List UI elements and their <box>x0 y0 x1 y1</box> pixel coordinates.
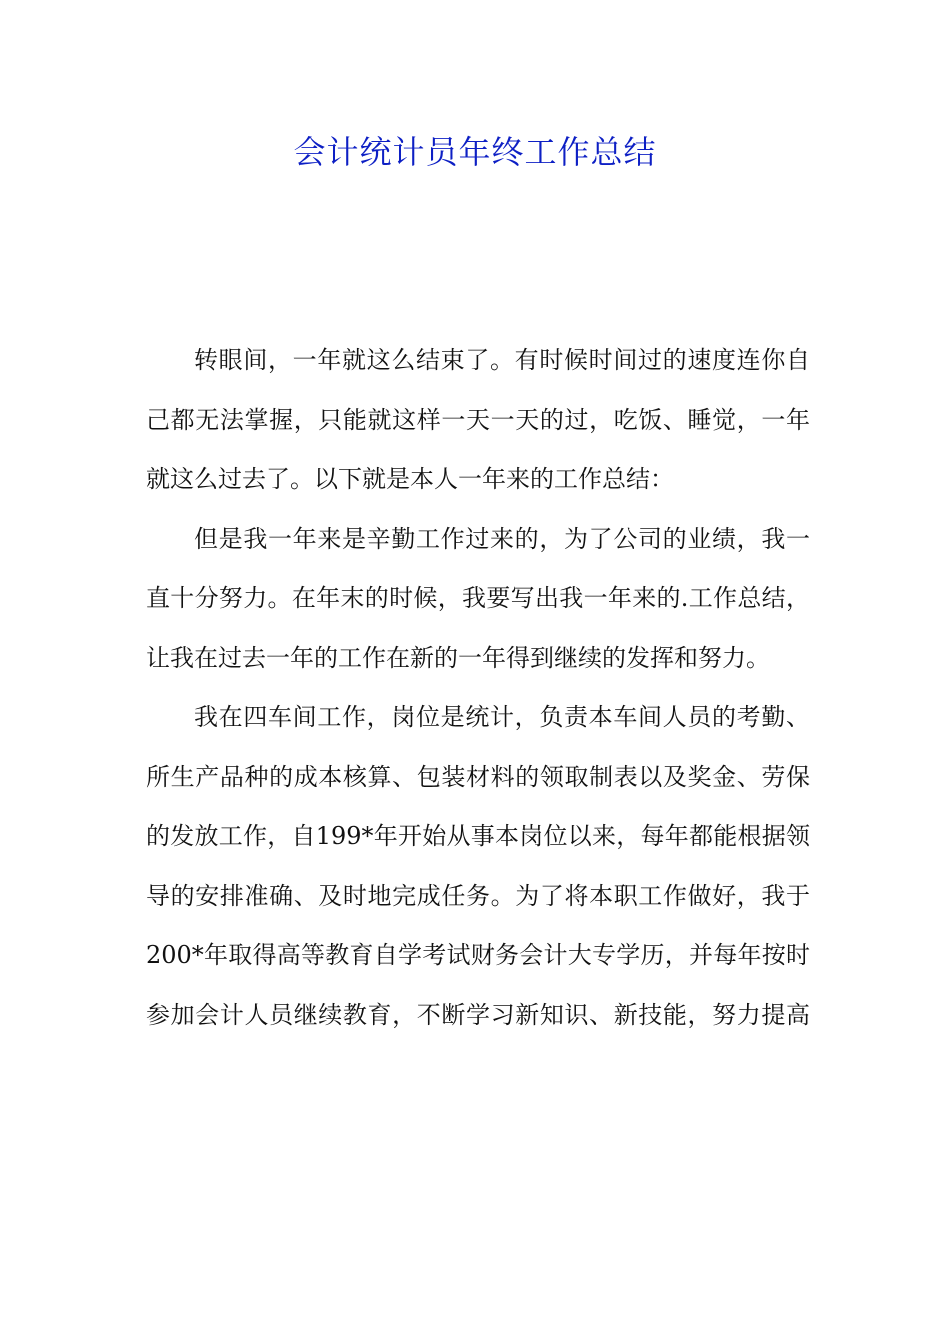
paragraph-line: 所生产品种的成本核算、包装材料的领取制表以及奖金、劳保 <box>146 762 810 791</box>
paragraph-line: 就这么过去了。以下就是本人一年来的工作总结： <box>146 465 674 493</box>
paragraph-line: 参加会计人员继续教育，不断学习新知识、新技能，努力提高 <box>146 1000 810 1029</box>
paragraph-line: 200*年取得高等教育自学考试财务会计大专学历，并每年按时 <box>146 941 810 969</box>
paragraph-line: 直十分努力。在年末的时候，我要写出我一年来的.工作总结， <box>146 584 810 612</box>
paragraph-line: 己都无法掌握，只能就这样一天一天的过，吃饭、睡觉，一年 <box>146 405 810 434</box>
document-title: 会计统计员年终工作总结 <box>293 133 657 171</box>
paragraph-line: 转眼间，一年就这么结束了。有时候时间过的速度连你自 <box>194 346 810 374</box>
paragraph-line: 的发放工作，自199*年开始从事本岗位以来，每年都能根据领 <box>146 822 810 850</box>
document-body <box>146 334 810 1048</box>
paragraph-line: 导的安排准确、及时地完成任务。为了将本职工作做好，我于 <box>146 881 810 910</box>
paragraph-line: 让我在过去一年的工作在新的一年得到继续的发挥和努力。 <box>146 643 770 672</box>
paragraph-line: 我在四车间工作，岗位是统计，负责本车间人员的考勤、 <box>194 703 810 731</box>
paragraph-line: 但是我一年来是辛勤工作过来的，为了公司的业绩，我一 <box>194 524 810 553</box>
